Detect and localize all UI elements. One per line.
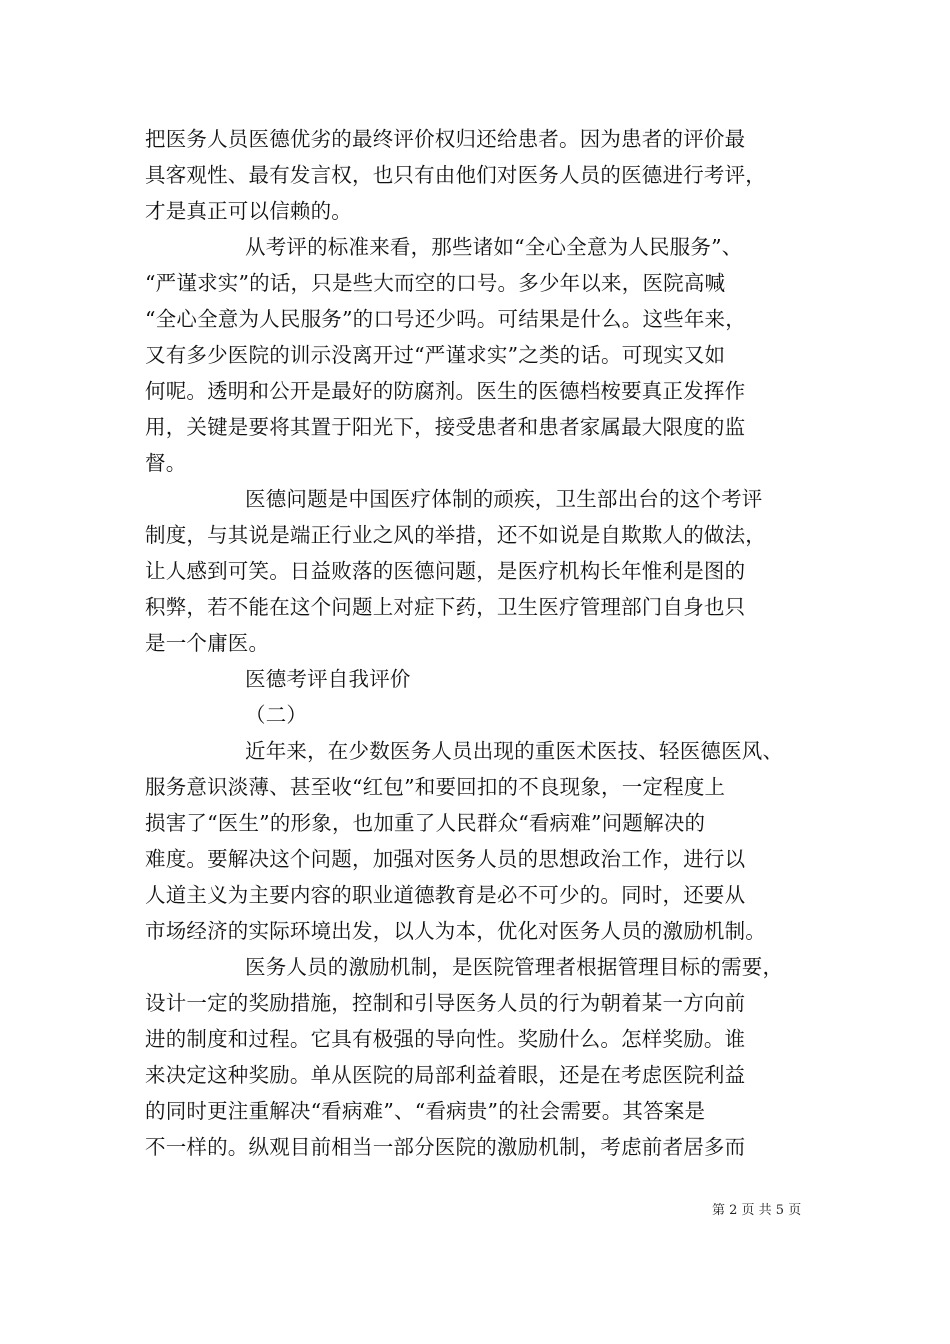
text-line: 积弊，若不能在这个问题上对症下药，卫生医疗管理部门自身也只 [145,595,746,619]
paragraph-first-line: 近年来，在少数医务人员出现的重医术医技、轻医德医风、 [245,739,784,763]
text-line: “严谨求实”的话，只是些大而空的口号。多少年以来，医院高喊 [145,271,726,295]
text-line: 来决定这种奖励。单从医院的局部利益着眼，还是在考虑医院利益 [145,1063,746,1087]
text-line: 市场经济的实际环境出发，以人为本，优化对医务人员的激励机制。 [145,919,766,943]
text-line: 的同时更注重解决“看病难”、“看病贵”的社会需要。其答案是 [145,1099,706,1123]
text-line: 才是真正可以信赖的。 [145,199,352,223]
paragraph-first-line: 医务人员的激励机制，是医院管理者根据管理目标的需要， [245,955,784,979]
text-line: 难度。要解决这个问题，加强对医务人员的思想政治工作，进行以 [145,847,746,871]
section-heading: 医德考评自我评价 [245,667,411,691]
paragraph-first-line: 医德问题是中国医疗体制的顽疾，卫生部出台的这个考评 [245,487,763,511]
text-line: 用，关键是要将其置于阳光下，接受患者和患者家属最大限度的监 [145,415,746,439]
text-line: “全心全意为人民服务”的口号还少吗。可结果是什么。这些年来， [145,307,746,331]
text-line: 服务意识淡薄、甚至收“红包”和要回扣的不良现象，一定程度上 [145,775,726,799]
text-line: 督。 [145,451,187,475]
text-line: 让人感到可笑。日益败落的医德问题，是医疗机构长年惟利是图的 [145,559,746,583]
text-line: 是一个庸医。 [145,631,270,655]
text-line: 人道主义为主要内容的职业道德教育是必不可少的。同时，还要从 [145,883,746,907]
text-line: 损害了“医生”的形象，也加重了人民群众“看病难”问题解决的 [145,811,706,835]
text-line: 又有多少医院的训示没离开过“严谨求实”之类的话。可现实又如 [145,343,726,367]
text-line: 不一样的。纵观目前相当一部分医院的激励机制，考虑前者居多而 [145,1135,746,1159]
text-line: 设计一定的奖励措施，控制和引导医务人员的行为朝着某一方向前 [145,991,746,1015]
paragraph-first-line: 从考评的标准来看，那些诸如“全心全意为人民服务”、 [245,235,743,259]
text-line: 何呢。透明和公开是最好的防腐剂。医生的医德档桉要真正发挥作 [145,379,746,403]
section-number: （二） [245,703,308,727]
text-line: 把医务人员医德优劣的最终评价权归还给患者。因为患者的评价最 [145,127,746,151]
text-line: 制度，与其说是端正行业之风的举措，还不如说是自欺欺人的做法， [145,523,766,547]
text-line: 进的制度和过程。它具有极强的导向性。奖励什么。怎样奖励。谁 [145,1027,746,1051]
page-footer: 第 2 页 共 5 页 [712,1203,802,1218]
text-line: 具客观性、最有发言权，也只有由他们对医务人员的医德进行考评， [145,163,766,187]
body-text [145,121,805,1165]
